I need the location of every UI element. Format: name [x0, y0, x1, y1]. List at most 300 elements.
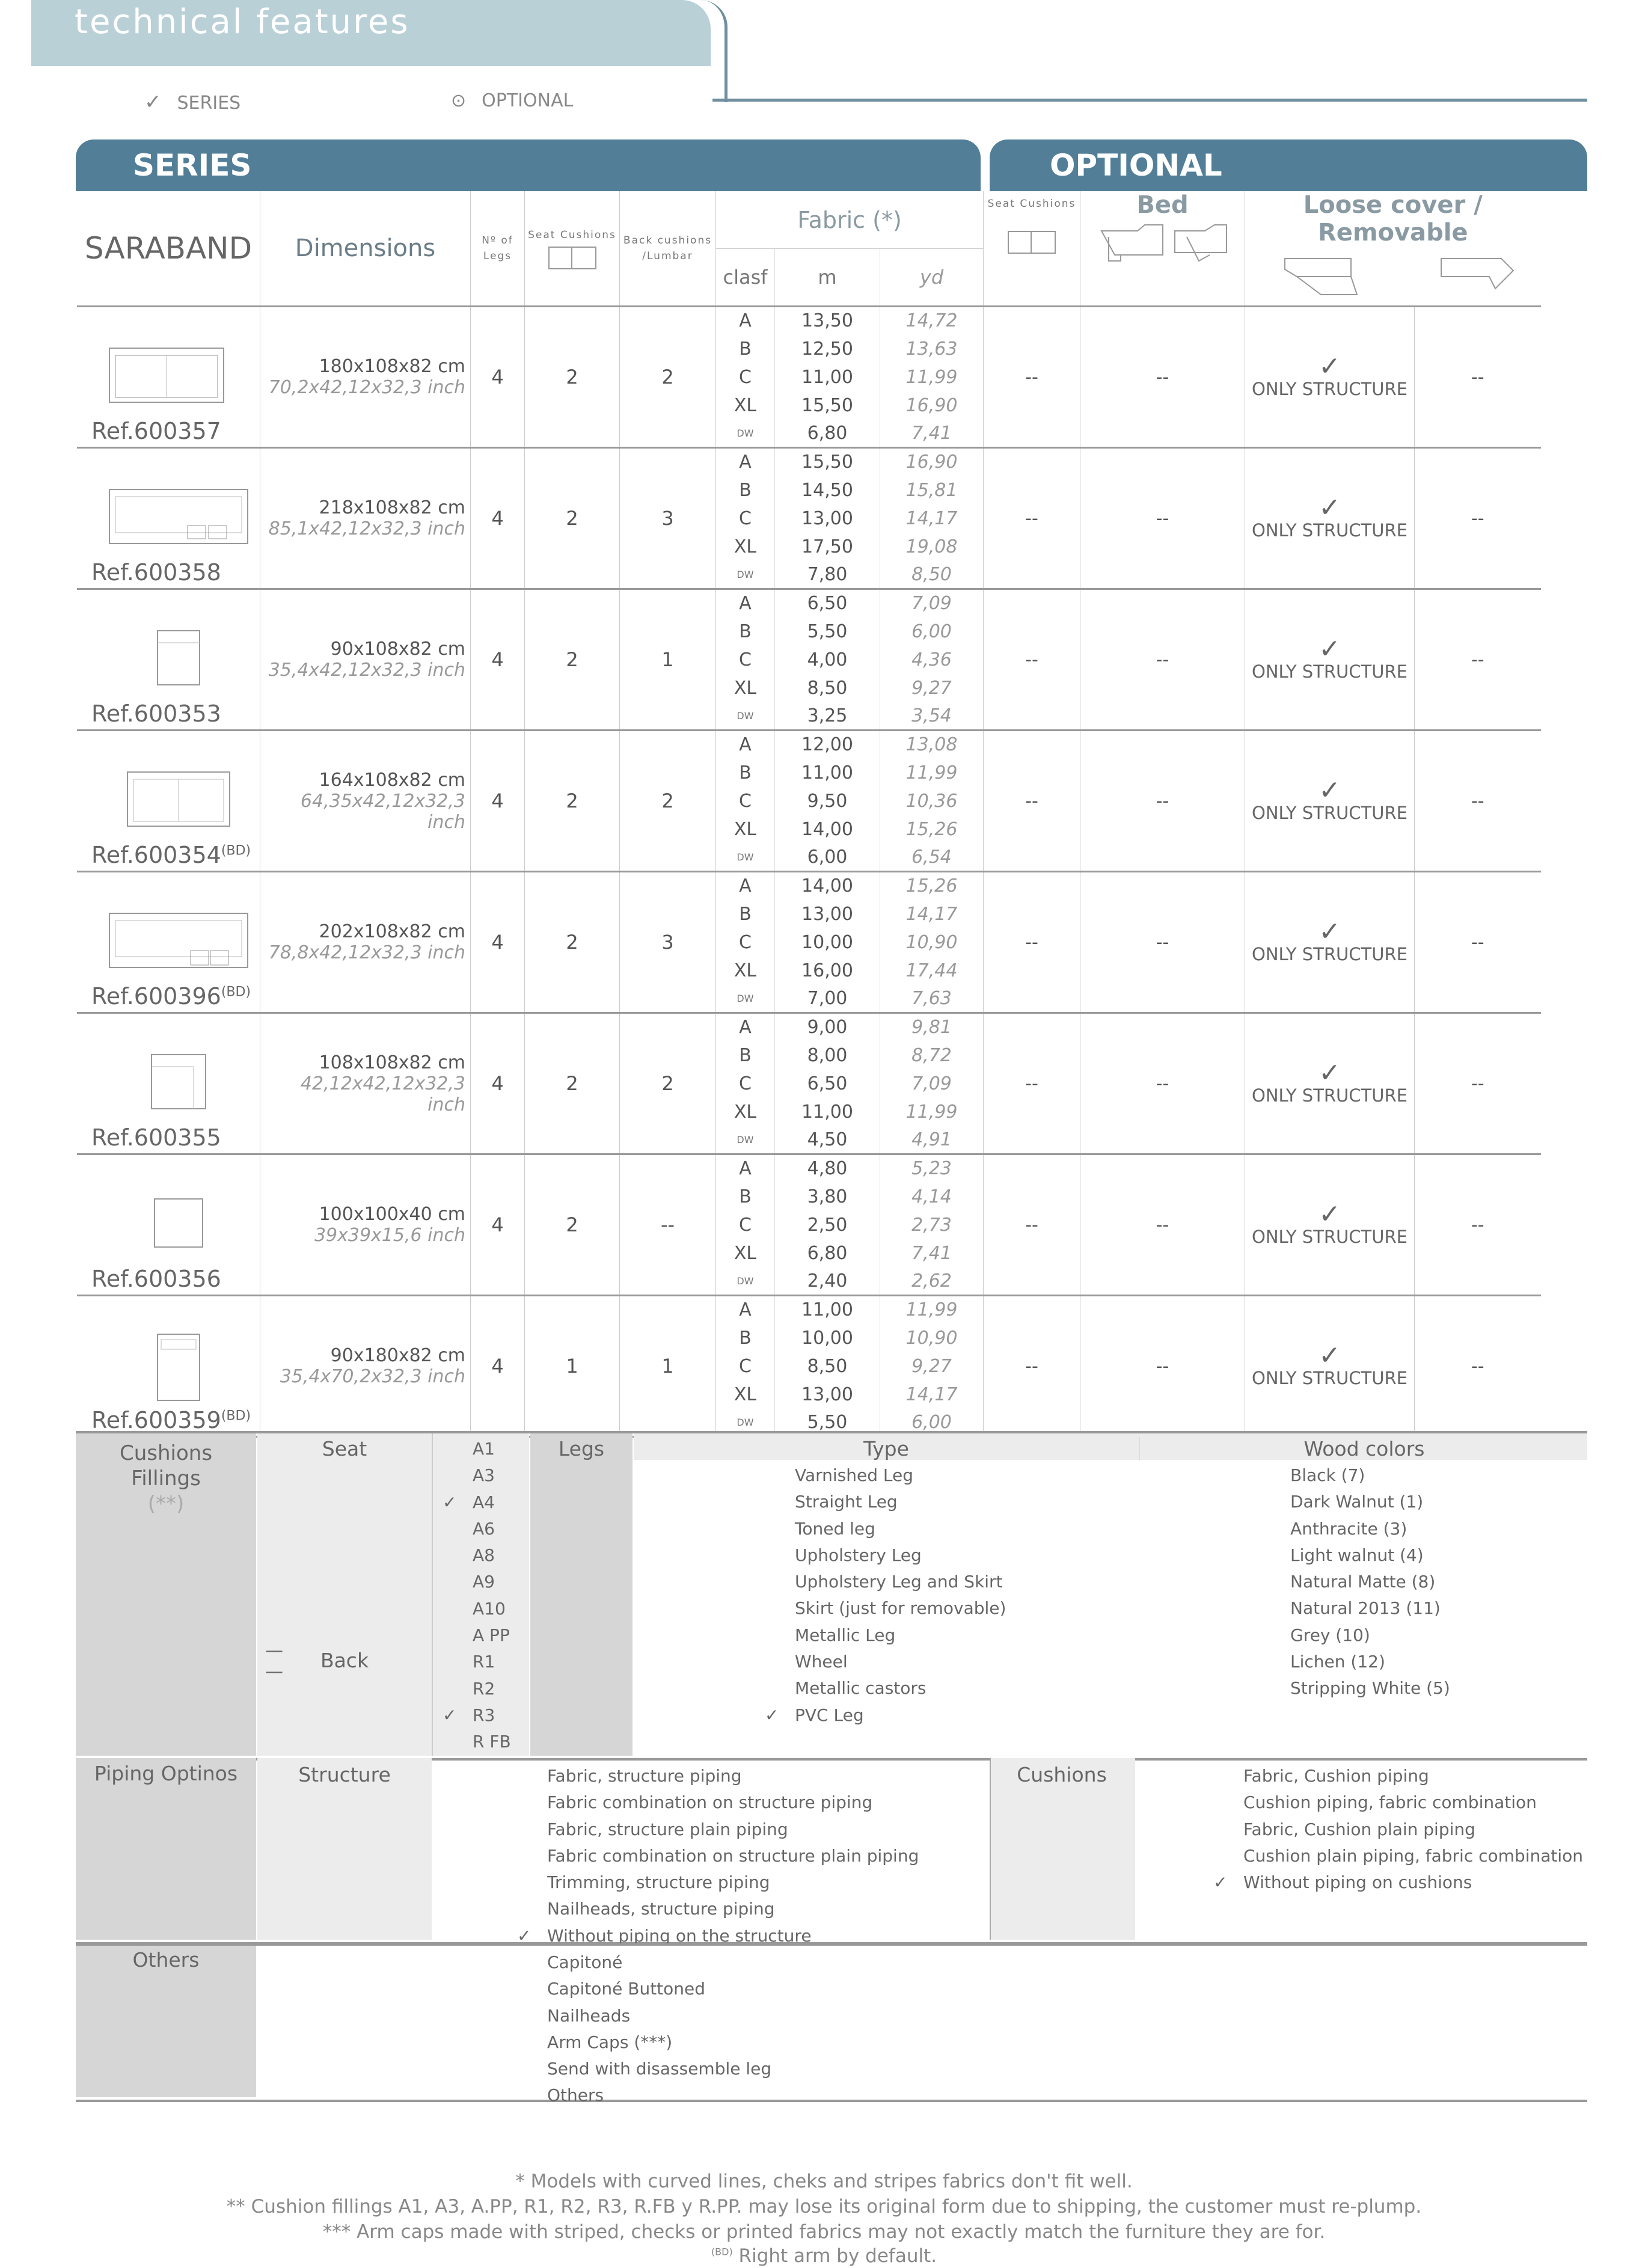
only-structure-label: ONLY STRUCTURE: [1252, 944, 1408, 964]
product-ref-text: Ref.600354: [91, 842, 221, 868]
product-rows: [77, 307, 1541, 1437]
seat-count: 2: [525, 872, 620, 1013]
optional-seat-value: --: [984, 1154, 1080, 1296]
dimensions-cm: 90x108x82 cm: [330, 639, 465, 660]
other-option: [433, 2029, 1034, 2056]
fabric-meters: 12,50: [775, 335, 880, 363]
fabric-meters: 8,50: [775, 674, 880, 702]
back-count: 3: [620, 448, 716, 589]
structure-piping-option-label: Fabric combination on structure plain piping: [547, 1845, 919, 1866]
dimensions-inch: 70,2x42,12x32,3 inch: [268, 377, 465, 398]
fabric-meters: 13,00: [775, 504, 880, 533]
product-ref-text: Ref.600353: [91, 700, 221, 727]
fabric-meters: 6,80: [775, 1239, 880, 1267]
filling-option: [433, 1436, 529, 1462]
fabric-yards: 2,62: [880, 1267, 984, 1296]
loose-cover-value: [1245, 1013, 1415, 1154]
fabric-class: XL: [716, 674, 775, 702]
fabric-meters: 8,50: [775, 1352, 880, 1381]
filling-option-label: A1: [473, 1439, 495, 1459]
fabric-yards: 7,09: [880, 1070, 984, 1098]
product-ref-sup: (BD): [221, 843, 251, 859]
back-count: 2: [620, 307, 716, 448]
optional-seat-value: --: [984, 1296, 1080, 1437]
removable-value: --: [1415, 448, 1541, 589]
wood-color-label: Anthracite (3): [1290, 1518, 1408, 1539]
filling-option: [433, 1729, 529, 1755]
filling-option-label: R FB: [473, 1732, 511, 1752]
seat-count: 2: [525, 1013, 620, 1154]
wood-color-label: Grey (10): [1290, 1625, 1370, 1645]
fabric-meters: 11,00: [775, 759, 880, 787]
filling-option-label: R3: [473, 1705, 495, 1725]
fabric-meters: 2,40: [775, 1267, 880, 1296]
seat-cushions-icon: [548, 247, 596, 269]
wood-color-label: Black (7): [1290, 1465, 1365, 1485]
clasf-header: clasf: [716, 249, 775, 307]
others-section: [76, 1943, 1587, 2106]
other-option: [433, 1949, 1034, 1976]
wood-colors-header: Wood colors: [1139, 1437, 1588, 1460]
wood-color: [1206, 1516, 1579, 1542]
dimensions-inch: 39x39x15,6 inch: [314, 1225, 465, 1246]
product-ref-text: Ref.600355: [91, 1124, 221, 1151]
other-option: [433, 2056, 1034, 2082]
product-ref-sup: (BD): [221, 984, 251, 1000]
leg-type-label: Metallic castors: [795, 1678, 927, 1699]
legend-optional-label: OPTIONAL: [482, 90, 574, 111]
fabric-meters: 4,80: [775, 1154, 880, 1183]
structure-piping-option: [433, 1763, 1034, 1789]
filling-option-label: A6: [473, 1518, 495, 1539]
fabric-yards: 5,23: [880, 1154, 984, 1183]
optional-seat-value: --: [984, 1013, 1080, 1154]
fabric-yards: 4,14: [880, 1183, 984, 1211]
fillings-section: [76, 1431, 1587, 1761]
fabric-meters: 15,50: [775, 448, 880, 476]
leg-type: [677, 1542, 1134, 1569]
cushion-piping-option: [1135, 1869, 1580, 1896]
fabric-yards: 10,90: [880, 928, 984, 957]
product-dimensions: [260, 1154, 471, 1296]
wood-color: [1206, 1675, 1579, 1702]
product-sketch-icon: [103, 1049, 260, 1121]
leg-type-label: Metallic Leg: [795, 1625, 896, 1645]
structure-piping-list: [433, 1763, 1034, 1949]
fabric-class: C: [716, 1070, 775, 1098]
seat-count: 2: [525, 589, 620, 731]
seat-count: 2: [525, 731, 620, 872]
fabric-meters: 11,00: [775, 363, 880, 391]
wood-color: [1206, 1462, 1579, 1489]
legs-count: 4: [471, 1154, 525, 1296]
check-icon: ✓: [1319, 351, 1341, 382]
product-dimensions: [260, 872, 471, 1013]
fabric-class: XL: [716, 391, 775, 420]
structure-piping-option-label: Without piping on the structure: [547, 1925, 812, 1946]
structure-piping-option-label: Nailheads, structure piping: [547, 1899, 775, 1919]
structure-label: Structure: [298, 1763, 391, 1786]
filling-option-label: A PP: [473, 1625, 510, 1646]
fabric-class: DW: [716, 844, 775, 872]
other-option-label: Send with disassemble leg: [547, 2059, 772, 2079]
dimensions-cm: 218x108x82 cm: [319, 497, 465, 518]
legs-count: 4: [471, 448, 525, 589]
leg-type: [677, 1649, 1134, 1675]
fabric-class: B: [716, 335, 775, 363]
fabric-meters: 11,00: [775, 1098, 880, 1126]
optional-seat-value: --: [984, 872, 1080, 1013]
fabric-yards: 14,17: [880, 900, 984, 928]
leg-type: [677, 1702, 1134, 1729]
fabric-meters: 3,80: [775, 1183, 880, 1211]
leg-type: [677, 1516, 1134, 1542]
other-option: [433, 2003, 1034, 2029]
product-ref: [77, 589, 260, 731]
cushion-piping-option-label: Fabric, Cushion piping: [1243, 1766, 1429, 1786]
structure-piping-option: [433, 1869, 1034, 1896]
fabric-yards: 6,00: [880, 618, 984, 646]
fabric-meters: 6,00: [775, 844, 880, 872]
cushion-piping-list: [1135, 1763, 1584, 1896]
filling-option: [433, 1489, 529, 1516]
product-ref-text: Ref.600356: [91, 1266, 221, 1292]
fabric-row: [77, 1013, 1541, 1041]
fabric-yards: 17,44: [880, 957, 984, 985]
leg-type: [677, 1489, 1134, 1515]
check-icon: ✓: [765, 1705, 779, 1725]
fillings-title-1: Cushions: [119, 1441, 213, 1465]
dimensions-cm: 108x108x82 cm: [319, 1052, 465, 1073]
fabric-meters: 11,00: [775, 1296, 880, 1324]
product-dimensions: [260, 731, 471, 872]
fabric-meters: 14,50: [775, 476, 880, 504]
fabric-yards: 15,81: [880, 476, 984, 504]
only-structure-label: ONLY STRUCTURE: [1252, 1227, 1408, 1247]
dimensions-header: Dimensions: [260, 191, 471, 307]
back-count: 2: [620, 1013, 716, 1154]
other-option: [433, 2082, 1034, 2109]
dimensions-cm: 100x100x40 cm: [319, 1204, 465, 1225]
cushion-piping-option: [1135, 1816, 1580, 1843]
leg-type-label: Toned leg: [795, 1518, 875, 1539]
filling-option: [433, 1462, 529, 1489]
fabric-class: B: [716, 1041, 775, 1070]
product-ref: [77, 448, 260, 589]
loose-cover-value: [1245, 872, 1415, 1013]
optional-bar: OPTIONAL: [990, 139, 1587, 191]
series-bar: SERIES: [76, 139, 981, 191]
other-option: [433, 1976, 1034, 2002]
legend-series: [144, 90, 240, 114]
optional-bed-value: --: [1080, 589, 1245, 731]
cushion-piping-option-label: Cushion piping, fabric combination: [1243, 1792, 1537, 1813]
product-sketch-icon: [103, 1190, 260, 1262]
fabric-class: B: [716, 1324, 775, 1352]
fabric-class: B: [716, 476, 775, 504]
fabric-yards: 4,36: [880, 646, 984, 674]
filling-option: [433, 1569, 529, 1595]
piping-title: Piping Optinos: [94, 1762, 238, 1785]
filling-option-label: A10: [473, 1598, 506, 1619]
check-icon: ✓: [144, 90, 162, 114]
fabric-yards: 11,99: [880, 1098, 984, 1126]
optional-icon: ⊙: [451, 90, 467, 111]
fabric-yards: 7,41: [880, 1239, 984, 1267]
wood-color: [1206, 1569, 1579, 1595]
check-icon: ✓: [1319, 916, 1341, 947]
optional-seat-value: --: [984, 448, 1080, 589]
fabric-meters: 14,00: [775, 815, 880, 844]
page-title: technical features: [75, 2, 410, 41]
wood-color-label: Light walnut (4): [1290, 1545, 1424, 1565]
fabric-meters: 5,50: [775, 1409, 880, 1437]
fabric-meters: 6,80: [775, 420, 880, 448]
back-count: 3: [620, 872, 716, 1013]
bed-icon: [1091, 219, 1235, 273]
fabric-meters: 9,50: [775, 787, 880, 815]
product-sketch-icon: [103, 342, 260, 414]
fabric-meters: 13,00: [775, 1381, 880, 1409]
product-sketch-icon: [103, 625, 260, 697]
fabric-class: A: [716, 448, 775, 476]
leg-type: [677, 1675, 1134, 1702]
product-ref-text: Ref.600358: [91, 559, 221, 586]
back-count: 1: [620, 1296, 716, 1437]
fabric-class: XL: [716, 1239, 775, 1267]
optional-seat-cushions-header: Seat Cushions: [984, 191, 1080, 307]
dimensions-cm: 90x180x82 cm: [330, 1345, 465, 1366]
filling-option-label: A3: [473, 1465, 495, 1486]
product-ref-text: Ref.600359: [91, 1407, 221, 1433]
fabric-class: DW: [716, 420, 775, 448]
back-count: 2: [620, 731, 716, 872]
wood-color: [1206, 1595, 1579, 1622]
fabric-yards: 19,08: [880, 533, 984, 561]
optional-bed-value: --: [1080, 731, 1245, 872]
optional-bed-value: --: [1080, 448, 1245, 589]
fabric-yards: 8,72: [880, 1041, 984, 1070]
fabric-meters: 9,00: [775, 1013, 880, 1041]
fabric-yards: 3,54: [880, 702, 984, 731]
product-ref-text: Ref.600357: [91, 418, 221, 444]
fabric-class: XL: [716, 1098, 775, 1126]
fabric-class: B: [716, 1183, 775, 1211]
seat-cushions-header: Seat Cushions: [525, 191, 620, 307]
fabric-yards: 16,90: [880, 391, 984, 420]
wood-color-label: Natural 2013 (11): [1290, 1598, 1441, 1619]
filling-option-label: A4: [473, 1492, 495, 1512]
optional-bed-value: --: [1080, 1154, 1245, 1296]
cushion-piping-option-label: Fabric, Cushion plain piping: [1243, 1819, 1475, 1839]
fabric-row: [77, 448, 1541, 476]
fabric-class: A: [716, 589, 775, 618]
fabric-meters: 15,50: [775, 391, 880, 420]
product-dimensions: [260, 448, 471, 589]
fabric-meters: 6,50: [775, 589, 880, 618]
dimensions-cm: 164x108x82 cm: [319, 769, 465, 791]
filling-option: [433, 1622, 529, 1649]
removable-value: --: [1415, 307, 1541, 448]
fabric-meters: 4,50: [775, 1126, 880, 1154]
check-icon: ✓: [1319, 492, 1341, 523]
leg-type-label: Skirt (just for removable): [795, 1598, 1006, 1619]
fabric-yards: 14,17: [880, 504, 984, 533]
check-icon: ✓: [1319, 634, 1341, 664]
legs-count: 4: [471, 872, 525, 1013]
legs-count: 4: [471, 1296, 525, 1437]
filling-option: [433, 1542, 529, 1569]
only-structure-label: ONLY STRUCTURE: [1252, 1368, 1408, 1388]
leg-type-label: PVC Leg: [795, 1705, 864, 1725]
only-structure-label: ONLY STRUCTURE: [1252, 1085, 1408, 1106]
fabric-class: DW: [716, 561, 775, 589]
fabric-class: A: [716, 1013, 775, 1041]
wood-color: [1206, 1622, 1579, 1649]
cushion-piping-option: [1135, 1843, 1584, 1869]
fabric-class: C: [716, 363, 775, 391]
fabric-class: A: [716, 1154, 775, 1183]
product-ref-sup: (BD): [221, 1408, 251, 1424]
leg-type-label: Wheel: [795, 1652, 848, 1672]
check-icon: ✓: [1319, 1058, 1341, 1088]
fabric-class: C: [716, 1352, 775, 1381]
fabric-meters: 10,00: [775, 1324, 880, 1352]
fabric-class: DW: [716, 1409, 775, 1437]
fabric-yards: 7,41: [880, 420, 984, 448]
other-option-label: Arm Caps (***): [547, 2032, 673, 2052]
footnote-1: * Models with curved lines, cheks and stripes fabrics don't fit well.: [515, 2171, 1133, 2192]
dimensions-cm: 202x108x82 cm: [319, 921, 465, 942]
fabric-row: [77, 307, 1541, 335]
product-ref: [77, 307, 260, 448]
fabric-meters: 5,50: [775, 618, 880, 646]
loose-cover-value: [1245, 1154, 1415, 1296]
fabric-meters: 14,00: [775, 872, 880, 900]
dimensions-inch: 42,12x42,12x32,3 inch: [300, 1073, 465, 1115]
fabric-meters: 13,50: [775, 307, 880, 335]
removable-value: --: [1415, 872, 1541, 1013]
removable-value: --: [1415, 1296, 1541, 1437]
optional-bed-value: --: [1080, 307, 1245, 448]
product-dimensions: [260, 589, 471, 731]
loose-cover-icon: [1249, 247, 1537, 301]
leg-type: [677, 1569, 1134, 1595]
product-dimensions: [260, 1013, 471, 1154]
optional-bed-value: --: [1080, 872, 1245, 1013]
seat-cushions-icon: [1008, 231, 1056, 254]
fabric-yards: 6,00: [880, 1409, 984, 1437]
fabric-meters: 7,80: [775, 561, 880, 589]
check-icon: ✓: [1213, 1872, 1228, 1893]
fabric-header: Fabric (*): [716, 191, 984, 249]
cushion-piping-option: [1135, 1789, 1580, 1816]
legs-count: 4: [471, 1013, 525, 1154]
wood-color-label: Dark Walnut (1): [1290, 1492, 1424, 1512]
fabric-row: [77, 1154, 1541, 1183]
filling-option-label: A9: [473, 1572, 495, 1592]
product-ref: [77, 1013, 260, 1154]
dimensions-cm: 180x108x82 cm: [319, 356, 465, 377]
fabric-yards: 7,09: [880, 589, 984, 618]
fabric-yards: 4,91: [880, 1126, 984, 1154]
header-divider-line: [712, 99, 1587, 102]
fabric-class: B: [716, 900, 775, 928]
legs-count: 4: [471, 307, 525, 448]
back-cushions-header: Back cushions /Lumbar: [620, 191, 716, 307]
removable-value: --: [1415, 731, 1541, 872]
optional-seat-value: --: [984, 731, 1080, 872]
header-divider-curve: [688, 0, 728, 102]
fabric-yards: 15,26: [880, 872, 984, 900]
fabric-yards: 9,27: [880, 674, 984, 702]
loose-cover-value: [1245, 448, 1415, 589]
wood-color: [1206, 1489, 1579, 1515]
fabric-yards: 9,81: [880, 1013, 984, 1041]
wood-color-list: [1206, 1462, 1579, 1702]
fabric-class: B: [716, 618, 775, 646]
only-structure-label: ONLY STRUCTURE: [1252, 520, 1408, 541]
filling-option: [433, 1676, 529, 1702]
product-sketch-icon: [103, 907, 260, 979]
loose-cover-value: [1245, 307, 1415, 448]
loose-cover-header: Loose cover / Removable: [1245, 191, 1541, 307]
leg-type-label: Upholstery Leg and Skirt: [795, 1572, 1003, 1592]
fabric-meters: 13,00: [775, 900, 880, 928]
fabric-yards: 11,99: [880, 759, 984, 787]
fabric-class: B: [716, 759, 775, 787]
cushions-label: Cushions: [1017, 1763, 1107, 1786]
loose-cover-value: [1245, 1296, 1415, 1437]
fabric-class: XL: [716, 1381, 775, 1409]
fabric-class: XL: [716, 957, 775, 985]
fabric-class: C: [716, 928, 775, 957]
product-sketch-icon: [103, 483, 260, 556]
removable-value: --: [1415, 1013, 1541, 1154]
leg-type: [677, 1595, 1134, 1622]
fabric-class: C: [716, 646, 775, 674]
filling-list: [433, 1436, 529, 1756]
legs-label: Legs: [558, 1437, 605, 1460]
fabric-class: A: [716, 1296, 775, 1324]
product-ref-text: Ref.600396: [91, 983, 221, 1010]
other-option-label: Others: [547, 2085, 604, 2106]
loose-cover-value: [1245, 731, 1415, 872]
filling-option-label: R1: [473, 1652, 495, 1672]
leg-type: [677, 1622, 1134, 1649]
wood-color-label: Stripping White (5): [1290, 1678, 1450, 1699]
leg-type-header: Type: [863, 1437, 909, 1460]
yards-header: yd: [880, 249, 984, 307]
fabric-class: DW: [716, 985, 775, 1013]
fabric-meters: 2,50: [775, 1211, 880, 1239]
structure-piping-option-label: Fabric combination on structure piping: [547, 1792, 873, 1813]
product-ref: [77, 1296, 260, 1437]
leg-type: [677, 1462, 1134, 1489]
fabric-yards: 13,63: [880, 335, 984, 363]
fabric-class: C: [716, 1211, 775, 1239]
check-icon: ✓: [1319, 1199, 1341, 1230]
fabric-meters: 3,25: [775, 702, 880, 731]
filling-option: [433, 1596, 529, 1622]
footnote-3: *** Arm caps made with striped, checks or printed fabrics may not exactly match the furniture they are for.: [322, 2221, 1326, 2243]
optional-bed-value: --: [1080, 1013, 1245, 1154]
fabric-class: C: [716, 504, 775, 533]
optional-seat-value: --: [984, 307, 1080, 448]
bed-header: Bed: [1080, 191, 1245, 307]
fabric-class: XL: [716, 815, 775, 844]
footnote-2: ** Cushion fillings A1, A3, A.PP, R1, R2, R3, R.FB y R.PP. may lose its original form due to shipping, the customer must re-plump.: [226, 2196, 1422, 2217]
